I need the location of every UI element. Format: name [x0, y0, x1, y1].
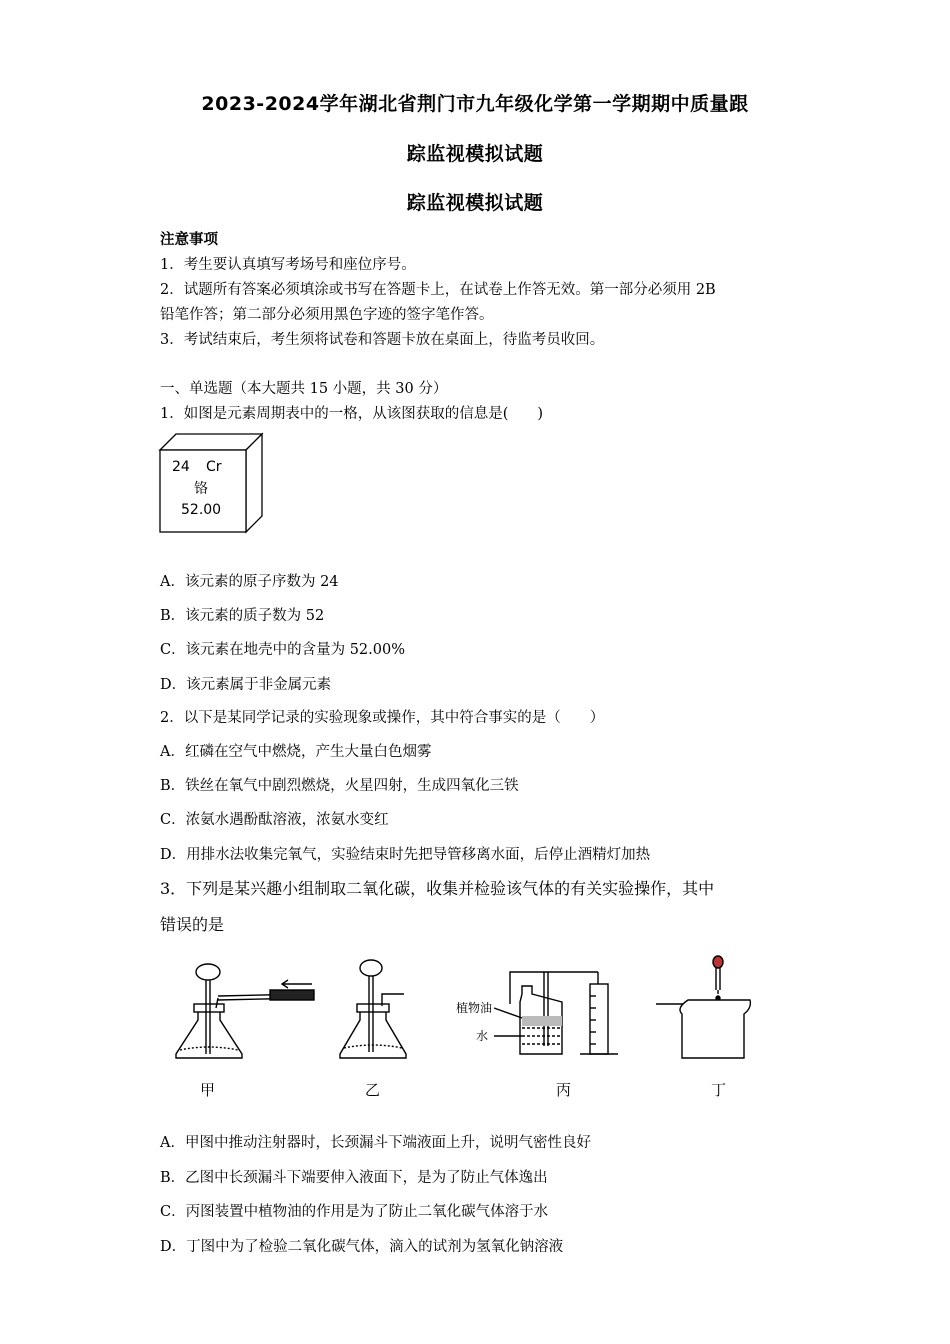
section-heading: 一、单选题（本大题共 15 小题，共 30 分） — [160, 381, 448, 397]
exam-title-line-2: 踪监视模拟试题 — [406, 143, 544, 165]
apparatus-bing — [494, 972, 618, 1054]
question-2-stem: 2．以下是某同学记录的实验现象或操作，其中符合事实的是（ ） — [160, 710, 605, 726]
apparatus-label-bing: 丙 — [556, 1081, 572, 1099]
question-3-option-a: A．甲图中推动注射器时，长颈漏斗下端液面上升，说明气密性良好 — [160, 1135, 591, 1151]
question-3-option-c: C．丙图装置中植物油的作用是为了防止二氧化碳气体溶于水 — [160, 1204, 549, 1220]
element-mass: 52.00 — [181, 502, 222, 518]
oil-label: 植物油 — [456, 1001, 493, 1015]
question-3-stem-line-2: 错误的是 — [160, 915, 225, 934]
question-3-stem-line-1: 3．下列是某兴趣小组制取二氧化碳，收集并检验该气体的有关实验操作，其中 — [160, 879, 715, 898]
element-number: 24 — [172, 459, 190, 475]
notice-heading: 注意事项 — [160, 231, 218, 248]
exam-title-line-3: 踪监视模拟试题 — [406, 192, 544, 214]
apparatus-yi — [340, 960, 406, 1058]
question-2-option-b: B．铁丝在氧气中剧烈燃烧，火星四射，生成四氧化三铁 — [160, 778, 519, 794]
question-3-option-b: B．乙图中长颈漏斗下端要伸入液面下，是为了防止气体逸出 — [160, 1170, 548, 1186]
question-1-option-b: B．该元素的质子数为 52 — [160, 608, 325, 624]
notice-item: 1．考生要认真填写考场号和座位序号。 — [160, 257, 416, 273]
element-cell-figure — [156, 430, 268, 536]
water-label: 水 — [476, 1029, 489, 1043]
question-2-option-c: C．浓氨水遇酚酞溶液，浓氨水变红 — [160, 812, 389, 828]
question-1-stem: 1．如图是元素周期表中的一格，从该图获取的信息是( ) — [160, 406, 544, 422]
apparatus-label-ding: 丁 — [711, 1081, 727, 1099]
apparatus-figure — [160, 950, 800, 1110]
notice-item: 3．考试结束后，考生须将试卷和答题卡放在桌面上，待监考员收回。 — [160, 332, 605, 348]
question-1-option-a: A．该元素的原子序数为 24 — [160, 574, 339, 590]
question-1-option-c: C．该元素在地壳中的含量为 52.00% — [160, 642, 405, 658]
question-1-option-d: D．该元素属于非金属元素 — [160, 677, 332, 693]
apparatus-label-yi: 乙 — [365, 1081, 381, 1099]
question-2-option-d: D．用排水法收集完氧气，实验结束时先把导管移离水面，后停止酒精灯加热 — [160, 847, 651, 863]
question-3-option-d: D．丁图中为了检验二氧化碳气体，滴入的试剂为氢氧化钠溶液 — [160, 1239, 564, 1255]
notice-item: 2．试题所有答案必须填涂或书写在答题卡上，在试卷上作答无效。第一部分必须用 2B — [160, 282, 716, 298]
apparatus-ding — [656, 956, 750, 1058]
apparatus-jia — [176, 964, 314, 1058]
apparatus-label-jia: 甲 — [200, 1081, 216, 1099]
element-name: 铬 — [194, 481, 208, 497]
notice-item: 铅笔作答；第二部分必须用黑色字迹的签字笔作答。 — [160, 307, 494, 323]
question-2-option-a: A．红磷在空气中燃烧，产生大量白色烟雾 — [160, 744, 432, 760]
element-symbol: Cr — [206, 459, 222, 475]
exam-title-line-1: 2023-2024学年湖北省荆门市九年级化学第一学期期中质量跟 — [201, 93, 749, 115]
